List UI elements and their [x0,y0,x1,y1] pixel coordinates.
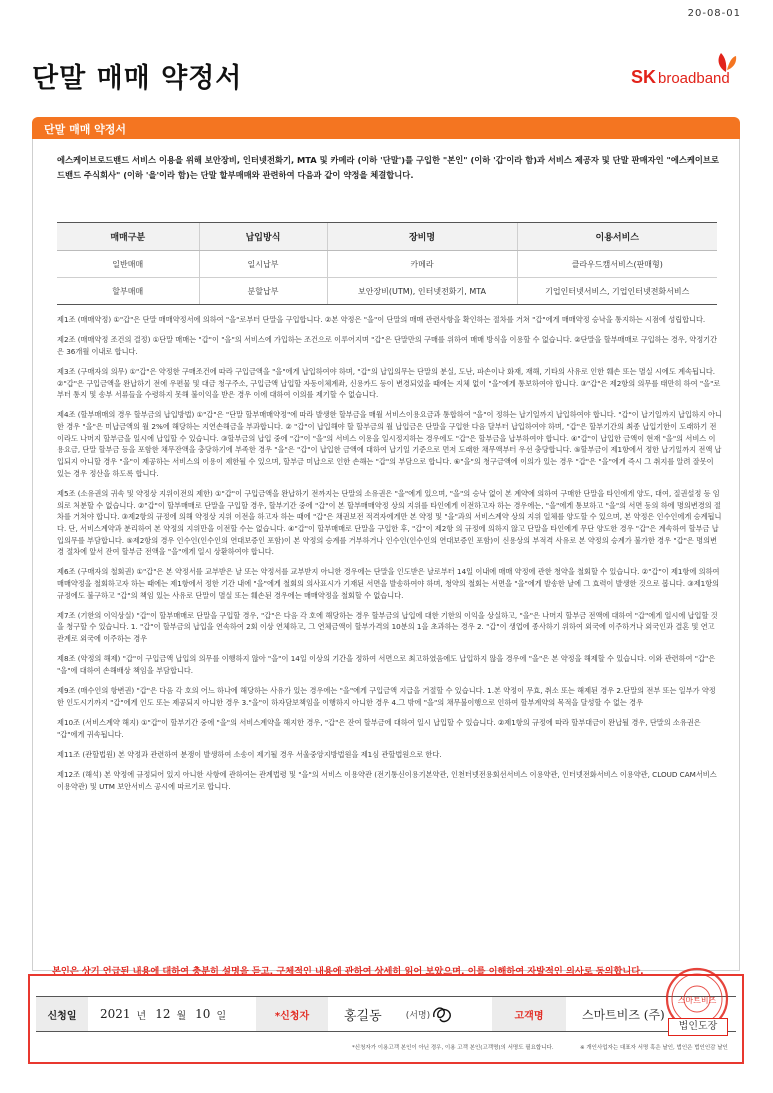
clause-10: 제10조 (서비스계약 해지) ①"갑"이 할부기간 중에 "을"의 서비스계약을 해지한 경우, "갑"은 잔여 할부금에 대하여 일시 납입할 수 있습니다. ②제1항의 규정에 따라 할부대금이 완납될 경우, 단말의 소유권은 "갑"에게 귀속됩니다. [57,717,701,739]
applicant-name: 홍길동 [344,1008,382,1024]
customer-name: 스마트비즈 (주) [582,1007,665,1022]
header-device-name: 장비명 [327,223,517,251]
table-cell: 기업인터넷서비스, 기업인터넷전화서비스 [517,278,717,305]
table-cell: 할부매매 [57,278,199,305]
section-title-bar [32,117,740,139]
table-cell: 클라우드캠서비스(판매형) [517,251,717,278]
clause-8: 제8조 (약정의 해제) "갑"이 구입금액 납입의 의무를 이행하지 않아 "을"이 14일 이상의 기간을 정하여 서면으로 최고하였음에도 납입하지 않을 경우에 "을"은 본 약정을 해제할 수 있습니다. 이와 관련하여 "갑"은 "을"에 대하여 손해배상 책임을 부담합니다. [57,654,716,675]
signature-row [36,996,736,1032]
clause-1: 제1조 (매매약정) ①"갑"은 단말 매매약정서에 의하여 "을"로부터 단말을 구입합니다. ②본 약정은 "을"이 단말의 매매 관련사항을 확인하는 절차를 거쳐 "갑"에게 매매약정 승낙을 통지하는 시점에 성립합니다. [57,315,706,324]
section-title: 단말 매매 약정서 [44,123,127,136]
applicant-footnote: *신청자가 이용고객 본인이 아닌 경우, 이용 고객 본인(고객명)의 서명도 필요합니다. [352,1045,554,1051]
day-unit: 일 [216,1010,227,1022]
clause-11: 제11조 (관할법원) 본 약정과 관련하여 분쟁이 발생하여 소송이 제기될 경우 서울중앙지방법원을 제1심 관할법원으로 한다. [57,749,442,759]
table-header-row [57,223,717,251]
corporate-seal-label: 법인도장 [668,1018,728,1036]
seal-text: 스마트비즈 [677,996,717,1005]
logo-sk-text: SK [631,67,657,87]
clause-6: 제6조 (구매자의 철회권) ①"갑"은 본 약정서를 교부받은 날 또는 약정서를 교부받지 아니한 경우에는 단말을 인도받은 날로부터 14일 이내에 매매 약정에 관한 청약을 철회할 수 있습니다. ②"갑"이 제1항에 의하여 매매약정을 철회하고자 하는 때에는 제1항에서 정한 기간 내에 "을"에게 철회의 의사표시가 기재된 서면을 발송하여야 하며, 청약의 철회는 서면을 "을"에게 발송한 날에 그 효력이 발생한 것으로 봅니다. ③제1항의 규정에도 불구하고 "갑"의 책임 있는 사유로 단말이 멸실 또는 훼손된 경우에는 매매약정을 철회할 수 없습니다. [57,567,720,600]
table-cell: 카메라 [327,251,517,278]
table-row [57,278,717,305]
clause-12: 제12조 (해석) 본 약정에 규정되어 있지 아니한 사항에 관하여는 관계법령 및 "을"의 서비스 이용약관 (전기통신이용기본약관, 인천터넷전용회선서비스 이용약관, 인터넷전화서비스 이용약관, CLOUD CAM서비스 이용약관) 및 UTM 보안서비스 공시에 따르기로 합니다. [57,769,717,791]
applicant-label: *신청자 [256,997,328,1031]
business-footnote: ※ 개인사업자는 대표자 서명 혹은 날인, 법인은 법인인감 날인 [580,1045,728,1051]
clause-5: 제5조 (소유권의 귀속 및 약정상 지위이전의 제한) ①"갑"이 구입금액을 완납하기 전까지는 단말의 소유권은 "을"에게 있으며, "을"의 승낙 없이 본 계약에 의하여 구매한 단말을 타인에게 양도, 대여, 질권설정 등 임의로 처분할 수 없습니다. ②"갑"이 할부매매로 단말을 구입할 경우, 할부기간 중에 "갑"이 본 할부매매약정 상의 지위를 타인에게 이전하고자 하는 경우에는, "을"에게 통보하고 "을"의 서면 동의 하에 명의변경의 절차를 거쳐야 합니다. ③제2항의 규정에 의해 약정상 지위 이전을 하고자 하는 때에 "갑"은 채권보전 적격자에게만 본 약정 및 "을"과의 서비스계약 상의 지위 일체를 양도할 수 있으며, 본 약정은 인수인에게 승계됩니다. 단, 서비스계약과 분리하여 본 약정의 지위만을 이전할 수는 없습니다. ④"갑"이 할부매매로 단말을 구입한 후, "갑"이 제2항 의 규정에 의하지 않고 단말을 타인에게 무단 양도한 경우 "갑"은 계속하여 할부금 납입의무를 부담합니다. ⑤제2항의 경우 인수인(인수인의 연대보증인 포함)이 본 약정의 승계를 거부하거나 인수인(인수인의 연대보증인 포함)이 신용상의 부적격 사유로 본 약정의 승계가 불가한 경우 "갑"은 명의변경 절차에 앞서 잔여 할부금 전액을 "을"에게 일시 상환하여야 합니다. [57,488,722,557]
clause-2: 제2조 (매매약정 조건의 결정) ①단말 매매는 "갑"이 "을"의 서비스에 가입하는 조건으로 이루어지며 "갑"은 단말만의 구매를 위하여 매매 방식을 이용할 수 없습니다. ②단말을 할부매매로 구입하는 경우, 약정기간은 36개월 이내로 합니다. [57,335,718,356]
sk-broadband-logo [631,50,741,90]
day-value: 10 [195,1007,211,1021]
date-label: 신청일 [36,997,88,1031]
clause-3: 제3조 (구매자의 의무) ①"갑"은 약정한 구매조건에 따라 구입금액을 "을"에게 납입하여야 하며, "갑"의 납입의무는 단말의 분실, 도난, 파손이나 화재, 재해, 기타의 사유로 인한 훼손 또는 멸실 시에도 계속됩니다. ②"갑"은 구입금액을 완납하기 전에 우편물 및 대금 청구주소, 구입금액 납입할 자동이체계좌, 신용카드 등이 변경되었을 때에는 지체 없이 "을"에게 통보하여야 합니다. ③"갑"은 제2항의 의무를 태만히 하여 "을"로부터 통지 및 송부 서류들을 수령하지 못해 불이익을 받은 경우 이에 대하여 이의를 제기할 수 없습니다. [57,366,721,400]
logo-broadband-text: broadband [658,70,730,87]
clause-list [57,314,722,801]
page-title: 단말 매매 약정서 [32,63,243,94]
application-date-field[interactable] [92,997,252,1031]
handwritten-signature-icon [430,1003,456,1025]
table-cell: 일시납부 [199,251,327,278]
intro-paragraph: 에스케이브로드밴드 서비스 이용을 위해 보안장비, 인터넷전화기, MTA 및 카메라 (이하 '단말')를 구입한 "본인" (이하 '갑'이라 함)과 서비스 제공자 및 단말 판매자인 "에스케이브로드밴드 주식회사" (이하 '을'이라 함)는 단말 할부매매와 관련하여 다음과 같이 약정을 체결합니다. [57,155,719,180]
header-service: 이용서비스 [517,223,717,251]
year-value: 2021 [100,1007,131,1021]
customer-label: 고객명 [492,997,566,1031]
table-row [57,251,717,278]
table-cell: 일반매매 [57,251,199,278]
header-payment-method: 납입방식 [199,223,327,251]
header-sale-type: 매매구분 [57,223,199,251]
table-cell: 보안장비(UTM), 인터넷전화기, MTA [327,278,517,305]
clause-7: 제7조 (기한의 이익상실) "갑"이 할부매매로 단말을 구입할 경우, "갑"은 다음 각 호에 해당하는 경우 할부금의 납입에 대한 기한의 이익을 상실하고, "을"은 나머지 할부금 전액에 대하여 "갑"에게 일시에 납입할 것을 청구할 수 있습니다. 1. "갑"이 할부금의 납입을 연속하여 2회 이상 연체하고, 그 연체금액이 할부가격의 10분의 1을 초과하는 경우 2. "갑"이 생업에 종사하기 위하여 외국에 이주하거나 외국인과 결혼 및 연고 관계로 외국에 이주하는 경우 [57,610,718,644]
clause-9: 제9조 (매수인의 항변권) "갑"은 다음 각 호의 어느 하나에 해당하는 사유가 있는 경우에는 "을"에게 구입금액 지급을 거절할 수 있습니다. 1.본 약정이 무효, 취소 또는 해제된 경우 2.단말의 전부 또는 일부가 약정한 인도시기까지 "갑"에게 인도 또는 제공되지 아니한 경우 3."을"이 하자담보책임을 이행하지 아니한 경우 4.그 밖에 "을"의 채무불이행으로 인하여 할부계약의 목적을 달성할 수 없는 경우 [57,686,716,707]
agreement-statement: 본인은 상기 언급된 내용에 대하여 충분히 설명을 듣고, 구체적인 내용에 관하여 상세히 읽어 보았으며, 이를 이해하여 자발적인 의사로 동의합니다. [52,966,644,977]
service-table [57,222,717,305]
clause-4: 제4조 (할부매매의 경우 할부금의 납입방법) ①"갑"은 "단말 할부매매약정"에 따라 발생한 할부금을 매월 서비스이용요금과 통합하여 "을"이 정하는 납기일까지 납입하여야 합니다. "갑"이 납기일까지 납입하지 아니한 경우 "을"은 미납금액의 월 2%에 해당하는 지연손해금을 부과합니다. ② "갑"이 납입해야 할 할부금의 월 납입금은 단말을 구입한 다음 달부터 납입하여야 하며, "갑"은 할부기간의 최종 납입기한이 도래하기 전이라도 나머지 할부금을 일시에 납입할 수 있습니다. ③할부금의 납입 중에 "갑"이 "을"의 서비스 이용을 일시정지하는 경우에도 "갑"은 할부금을 납부하여야 합니다. ④"갑"이 납입한 금액이 현재 "을"의 서비스 이용요금, 단말 할부금 등을 포함한 채무잔액을 충당하기에 부족한 경우 "을"은 "갑"이 납입한 금액에 대하여 납기일 기준으로 먼저 도래한 채무액부터 우선 충당합니다. ⑤할부금이 제1항에서 정한 납기일까지 전액 납입되지 아니할 경우 "을"이 제공하는 서비스의 이용이 제한될 수 있으며, 할부금 미납으로 인한 손해는 "갑"의 부담으로 합니다. ⑥"을"의 청구금액에 이의가 있는 경우 "갑"은 "을"에게 즉시 그 취지를 알려 잘못이 있는 경우 정산을 하도록 합니다. [57,410,722,478]
month-unit: 월 [176,1010,187,1022]
signature-mark-label: (서명) [405,1010,431,1021]
table-cell: 분할납부 [199,278,327,305]
month-value: 12 [155,1007,171,1021]
year-unit: 년 [136,1010,147,1022]
document-code: 20-08-01 [687,8,741,19]
applicant-name-field[interactable] [332,997,488,1031]
